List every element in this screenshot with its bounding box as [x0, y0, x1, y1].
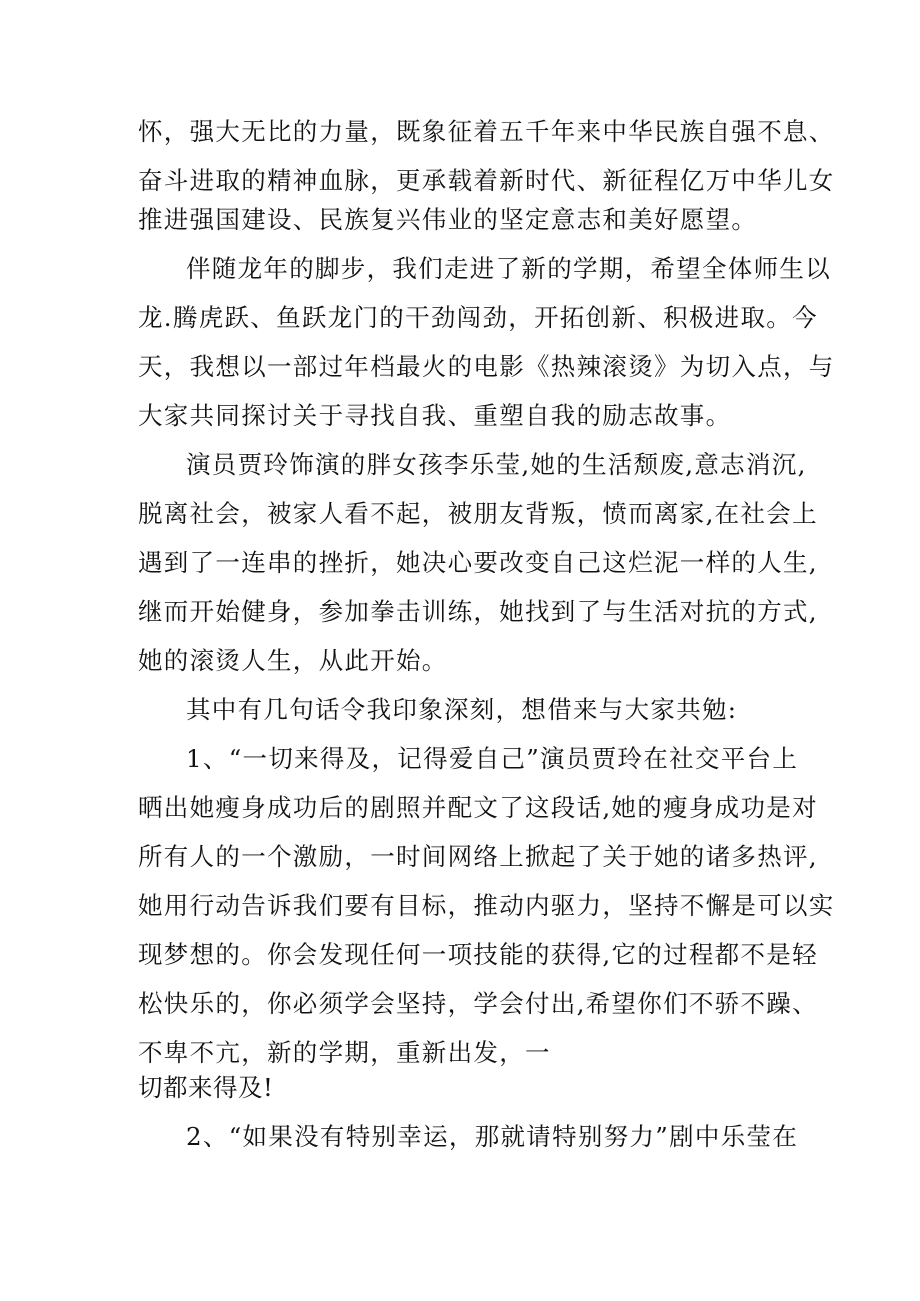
text-line: 继而开始健身，参加拳击训练，她找到了与生活对抗的方式, — [138, 597, 818, 626]
text-line: 怀，强大无比的力量，既象征着五千年来中华民族自强不息、 — [138, 117, 835, 146]
text-line: 龙.腾虎跃、鱼跃龙门的干劲闯劲，开拓创新、积极进取。今 — [138, 303, 818, 332]
text-line: 松快乐的，你必须学会坚持，学会付出,希望你们不骄不躁、 — [138, 989, 818, 1018]
paragraph-first-line: 2、“如果没有特别幸运，那就请特别努力”剧中乐莹在 — [186, 1122, 799, 1151]
text-line: 切都来得及! — [138, 1073, 274, 1102]
text-line: 她的滚烫人生，从此开始。 — [138, 646, 448, 675]
text-line: 大家共同探讨关于寻找自我、重塑自我的励志故事。 — [138, 401, 732, 430]
text-line: 不卑不亢，新的学期，重新出发，一 — [138, 1038, 551, 1067]
text-line: 遇到了一连串的挫折，她决心要改变自己这烂泥一样的人生, — [138, 548, 818, 577]
text-line: 奋斗进取的精神血脉，更承载着新时代、新征程亿万中华儿女 — [138, 166, 835, 195]
paragraph-first-line: 1、“一切来得及，记得爱自己”演员贾玲在社交平台上 — [186, 744, 799, 773]
text-line: 脱离社会，被家人看不起，被朋友背叛，愤而离家,在社会上 — [138, 499, 818, 528]
paragraph-first-line: 其中有几句话令我印象深刻，想借来与大家共勉: — [186, 695, 738, 724]
text-line: 现梦想的。你会发现任何一项技能的获得,它的过程都不是轻 — [138, 940, 818, 969]
text-line: 所有人的一个激励，一时间网络上掀起了关于她的诸多热评, — [138, 842, 818, 871]
text-line: 晒出她瘦身成功后的剧照并配文了这段话,她的瘦身成功是对 — [138, 793, 818, 822]
text-line: 天，我想以一部过年档最火的电影《热辣滚烫》为切入点，与 — [138, 352, 835, 381]
paragraph-first-line: 演员贾玲饰演的胖女孩李乐莹,她的生活颓废,意志消沉, — [186, 450, 807, 479]
paragraph-first-line: 伴随龙年的脚步，我们走进了新的学期，希望全体师生以 — [186, 254, 831, 283]
text-line: 她用行动告诉我们要有目标，推动内驱力，坚持不懈是可以实 — [138, 891, 835, 920]
text-line: 推进强国建设、民族复兴伟业的坚定意志和美好愿望。 — [138, 205, 758, 234]
